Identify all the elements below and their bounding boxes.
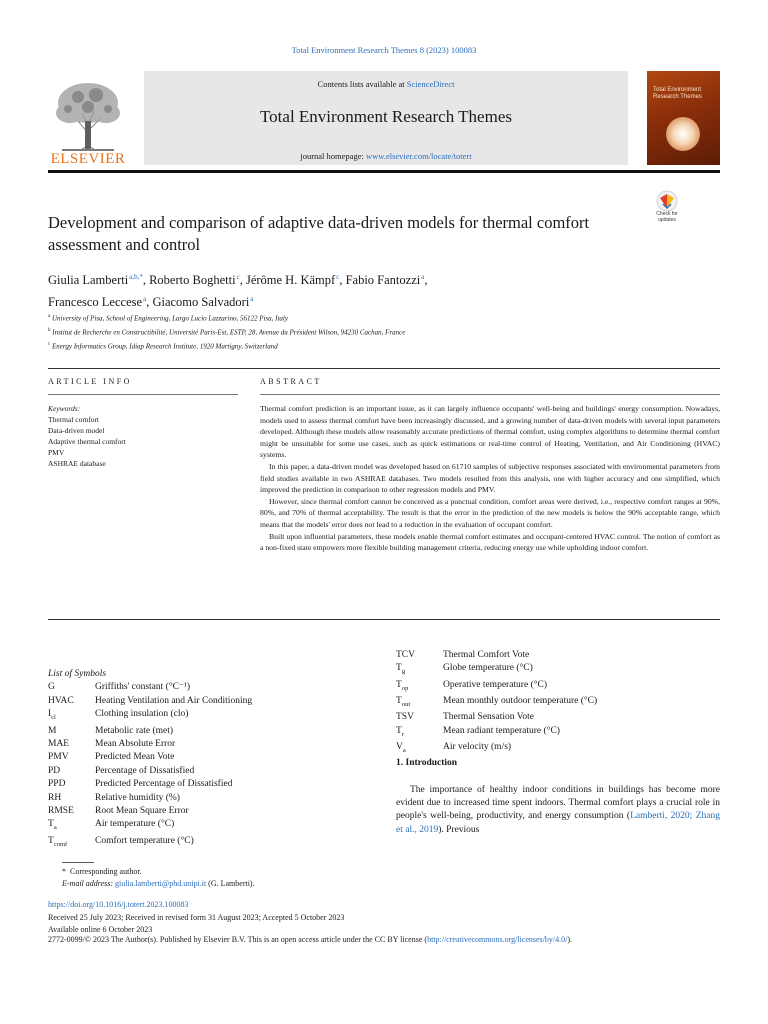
symbol-row: [396, 741, 720, 757]
contents-line: Contents lists available at ScienceDirect: [317, 79, 455, 89]
paper-title: Development and comparison of adaptive data-driven models for thermal comfort assessment and control: [48, 213, 590, 254]
symbol-code: TCV: [396, 650, 415, 660]
symbol-code: $T_{out}$: [396, 696, 411, 708]
online-date: Available online 6 October 2023: [48, 924, 153, 934]
keyword: PMV: [48, 448, 65, 457]
keywords-label: Keywords:: [48, 404, 81, 413]
symbol-row: [48, 818, 378, 834]
symbol-description: Griffiths' constant (°C⁻¹): [95, 682, 190, 693]
cover-emblem: [666, 117, 700, 151]
journal-title: Total Environment Research Themes: [259, 107, 512, 126]
list-of-symbols-continued: [396, 649, 720, 757]
symbol-code: G: [48, 682, 55, 693]
symbol-row: [48, 792, 378, 805]
citation-link[interactable]: Lamberti, 2020; Zhang et al., 2019: [396, 811, 720, 835]
keyword: Thermal comfort: [48, 415, 100, 424]
symbol-code: RH: [48, 792, 62, 803]
doi-link[interactable]: https://doi.org/10.1016/j.totert.2023.100083: [48, 900, 189, 909]
symbol-code: MAE: [48, 738, 70, 749]
symbol-description: Air velocity (m/s): [443, 742, 512, 752]
abstract-body: [260, 403, 720, 554]
symbol-row: [396, 695, 720, 711]
check-updates-icon: [649, 190, 685, 212]
sciencedirect-link[interactable]: ScienceDirect: [406, 79, 455, 89]
email-note: E-mail address: giulia.lamberti@phd.unipi.it (G. Lamberti).: [62, 879, 255, 888]
symbol-description: Comfort temperature (°C): [95, 835, 194, 846]
symbol-code: PMV: [48, 752, 69, 763]
symbol-code: M: [48, 725, 57, 736]
keyword: Data-driven model: [48, 426, 105, 435]
author[interactable]: Jérôme H. Kämpf $^c$,: [245, 273, 346, 288]
affiliation: $^b$ Institut de Recherche en Constructibilité, Université Paris-Est, ESTP, 28, Avenue du Président Wilson, 94230 Cachan, France: [48, 327, 406, 337]
symbol-description: Thermal Comfort Vote: [443, 650, 530, 660]
symbol-row: [48, 708, 378, 724]
symbol-row: [48, 835, 378, 851]
symbol-code: $T_r$: [396, 725, 404, 738]
symbol-code: $T_g$: [396, 663, 406, 676]
symbol-description: Thermal Sensation Vote: [443, 712, 534, 723]
license-link[interactable]: http://creativecommons.org/licenses/by/4.0/: [427, 935, 568, 944]
symbol-description: Mean Absolute Error: [95, 738, 176, 749]
symbol-row: [396, 711, 720, 724]
symbol-row: [48, 751, 378, 764]
abstract-paragraph: Built upon influential parameters, these models enable thermal comfort estimates and occupant-centered HVAC control. The notion of comfort as a non-fixed state empowers more flexible building management criteria, reducing energy use while upholding indoor comfort.: [260, 531, 720, 553]
check-updates-label: Check for updates: [656, 211, 678, 223]
symbol-description: Predicted Percentage of Dissatisfied: [95, 779, 233, 790]
keyword: Adaptive thermal comfort: [48, 437, 126, 446]
introduction-heading: 1. Introduction: [396, 758, 458, 768]
symbol-row: [48, 805, 378, 818]
author[interactable]: Giacomo Salvadori $^a$: [152, 295, 254, 310]
corresponding-author-note: * Corresponding author.: [62, 867, 142, 876]
list-of-symbols: [48, 668, 378, 851]
symbol-code: $T_{op}$: [396, 679, 409, 692]
symbol-description: Clothing insulation (clo): [95, 709, 189, 720]
symbol-code: $V_a$: [396, 742, 406, 754]
symbol-description: Mean monthly outdoor temperature (°C): [443, 696, 598, 706]
abstract-rule: [260, 394, 720, 395]
author[interactable]: Fabio Fantozzi $^a$,: [345, 273, 428, 288]
header-rule: [48, 170, 720, 173]
symbol-code: HVAC: [48, 695, 74, 706]
check-for-updates-badge[interactable]: [649, 190, 685, 230]
journal-cover[interactable]: [647, 71, 720, 165]
publisher-name: ELSEVIER: [50, 151, 126, 167]
article-info-heading: ARTICLE INFO: [48, 377, 132, 386]
journal-banner: [144, 71, 628, 165]
symbol-code: RMSE: [48, 805, 74, 816]
keywords: [48, 403, 238, 469]
received-dates: Received 25 July 2023; Received in revised form 31 August 2023; Accepted 5 October 2023: [48, 913, 345, 922]
symbol-row: [396, 679, 720, 695]
symbol-code: $T_a$: [48, 819, 57, 832]
symbol-row: [396, 725, 720, 741]
abstract-heading: ABSTRACT: [260, 377, 322, 386]
license-line: 2772-0099/© 2023 The Author(s). Published by Elsevier B.V. This is an open access article under the CC BY license (http://creativecommons.org/licenses/by/4.0/).: [48, 935, 573, 944]
symbol-description: Relative humidity (%): [95, 792, 180, 803]
cover-title: Total Environment Research Themes: [653, 87, 702, 100]
homepage-link[interactable]: www.elsevier.com/locate/totert: [365, 151, 472, 161]
symbol-row: [396, 662, 720, 678]
author-list: [48, 268, 648, 312]
abstract-end-rule: [48, 619, 720, 620]
symbol-row: [48, 765, 378, 778]
symbol-code: PD: [48, 765, 61, 776]
affiliation: $^a$ University of Pisa, School of Engineering, Largo Lucio Lazzarino, 56122 Pisa, Italy: [48, 314, 288, 323]
section-rule: [48, 368, 720, 369]
author[interactable]: Giulia Lamberti $^{a,b,*}$,: [48, 273, 150, 288]
symbol-description: Predicted Mean Vote: [95, 752, 175, 763]
symbol-description: Root Mean Square Error: [95, 805, 189, 816]
symbol-description: Heating Ventilation and Air Conditioning: [95, 695, 253, 706]
symbol-description: Globe temperature (°C): [443, 663, 533, 674]
affiliation: $^c$ Energy Informatics Group, Idiap Research Institute, 1920 Martigny, Switzerland: [48, 341, 278, 350]
author[interactable]: Roberto Boghetti $^c$,: [149, 273, 246, 288]
email-link[interactable]: giulia.lamberti@phd.unipi.it: [115, 879, 207, 888]
symbol-code: PPD: [48, 779, 66, 790]
symbol-row: [48, 681, 378, 694]
symbol-row: [48, 695, 378, 708]
abstract-paragraph: Thermal comfort prediction is an important issue, as it can largely influence occupants' well-being and buildings' energy consumption. Nowadays, models used to assess thermal comfort have been increasingly discussed, and a growing number of data-driven models with several input parameters developed. Although these models allow reasonably accurate predictions of thermal comfort, using complex algorithms to determine thermal comfort might be unsuitable for some use cases, such as quick estimations or real-time control of Heating, Ventilation, and Air Conditioning (HVAC) systems.: [260, 404, 720, 460]
footnote-rule: [62, 862, 94, 863]
author[interactable]: Francesco Leccese $^a$,: [48, 295, 153, 310]
symbol-description: Air temperature (°C): [95, 819, 175, 830]
symbol-description: Metabolic rate (met): [95, 725, 174, 736]
journal-citation[interactable]: Total Environment Research Themes 8 (2023) 100083: [291, 45, 477, 55]
symbol-description: Mean radiant temperature (°C): [443, 725, 560, 736]
abstract-paragraph: In this paper, a data-driven model was developed based on 61710 samples of subjective responses associated with environmental parameters from field studies available in two ASHRAE databases. Two models resulted from this analysis, one with higher accuracy and one simplified, which improved the prediction in comparison to other regression models and PMV.: [260, 461, 720, 495]
introduction-paragraph: The importance of healthy indoor conditions in buildings has become more evident due to increased time spent indoors. Thermal comfort plays a crucial role in people's well-being, productivity, and energy consumption (Lamberti, 2020; Zhang et al., 2019). Previous: [396, 785, 720, 835]
symbol-code: $I_{cl}$: [48, 709, 56, 722]
affiliations: [48, 311, 688, 352]
symbol-row: [48, 778, 378, 791]
keyword: ASHRAE database: [48, 459, 106, 468]
masthead: [48, 71, 720, 169]
symbol-row: [48, 725, 378, 738]
symbol-description: Percentage of Dissatisfied: [95, 765, 195, 776]
symbols-title: List of Symbols: [48, 669, 107, 679]
symbol-code: $T_{comf}$: [48, 835, 68, 848]
homepage-line: journal homepage: www.elsevier.com/locate/totert: [300, 151, 472, 161]
article-dates: [48, 912, 344, 935]
symbol-description: Operative temperature (°C): [443, 679, 548, 690]
article-info-rule: [48, 394, 238, 395]
symbol-code: TSV: [396, 712, 414, 723]
abstract-paragraph: However, since thermal comfort cannot be conceived as a punctual condition, comfort areas were derived, i.e., respective comfort ranges at 90%, 80%, and 70% of thermal acceptability. The result is that the error in the prediction of the new models is below the 90% acceptable range, which means that the models' error does not lead to a reduction in the evaluation of occupant comfort.: [260, 496, 720, 529]
symbol-row: [396, 649, 720, 662]
symbol-row: [48, 738, 378, 751]
